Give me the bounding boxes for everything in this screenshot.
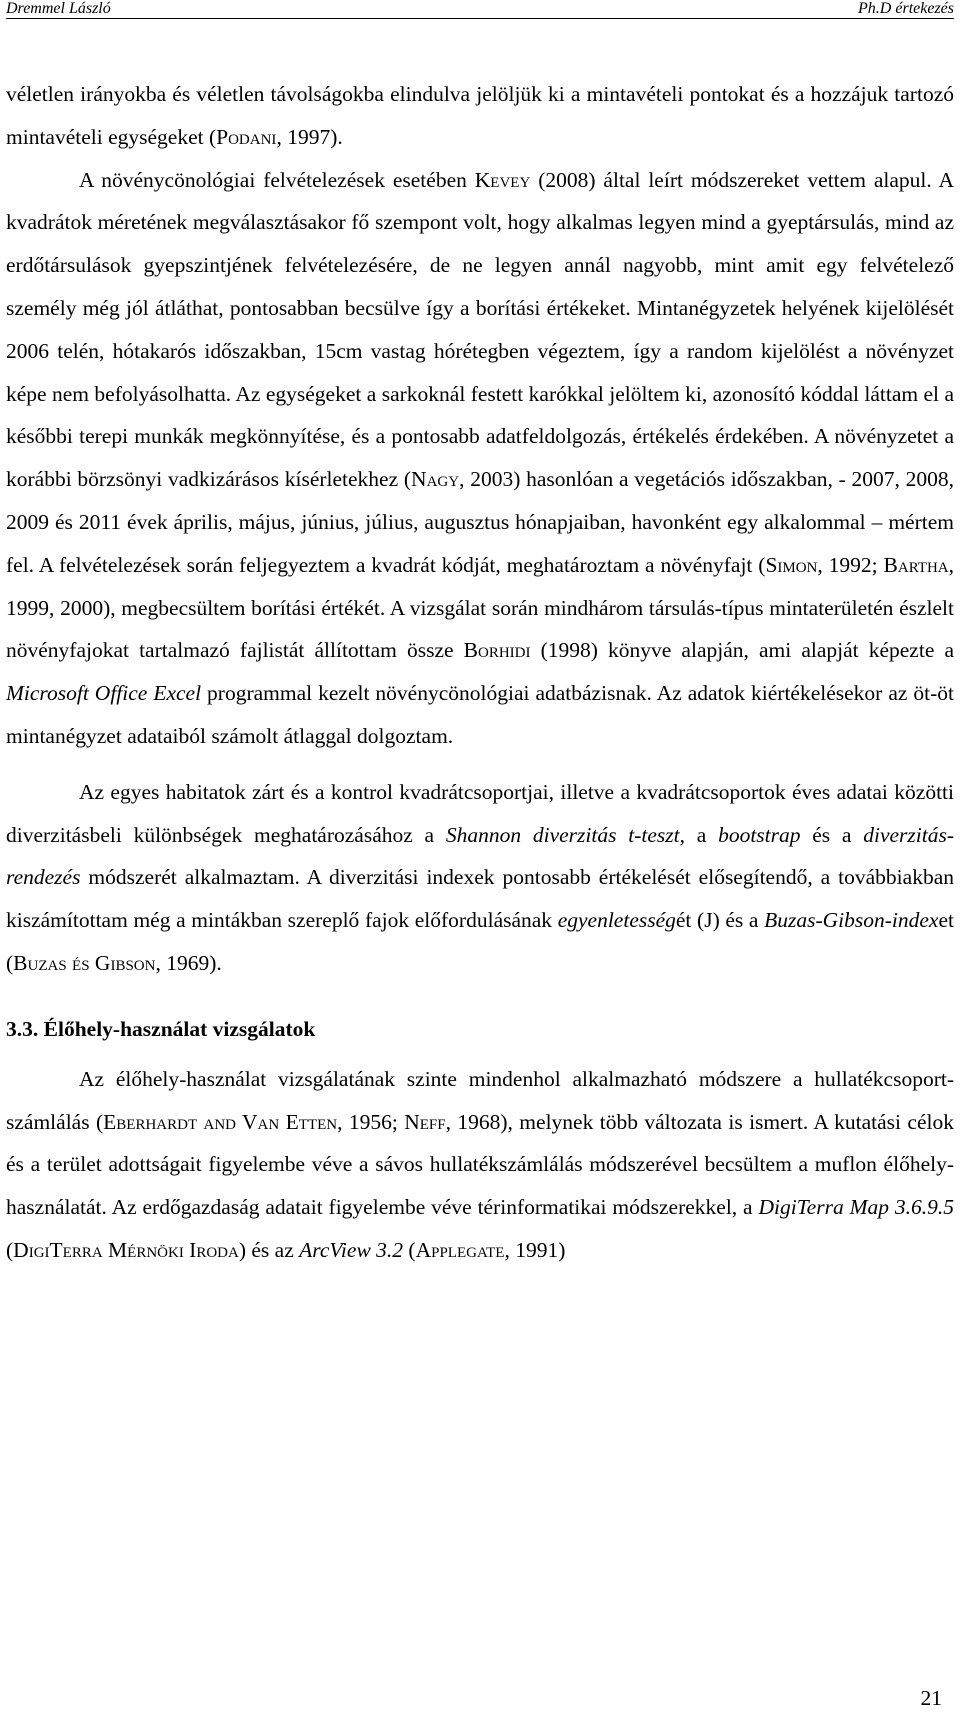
text-run: , 1968), melynek több változata is ismert. A kutatási célok és a terület adottságait figyelembe véve a sávos hullatékszámlálás módszerével becsültem a muflon élőhely-használatát. Az erdőgazdaság adatait figyelembe véve térinformatikai módszerekkel, a: [6, 1109, 954, 1220]
text-run: (: [6, 1237, 14, 1262]
citation-author: DigiTerra Mérnöki Iroda: [13, 1237, 239, 1262]
text-run: módszerét alkalmaztam. A diverzitási indexek pontosabb értékelését elősegítendő, a továbbiakban kiszámítottam még a mintákban szereplő fajok előfordulásának: [6, 865, 954, 933]
text-run: , 1999, 2000), megbecsültem borítási értékét. A vizsgálat során mindhárom társulás-típus mintaterületén észlelt növényfajokat tartalmazó fajlistát állítottam össze: [6, 552, 954, 663]
text-run: , 1969).: [155, 950, 222, 975]
paragraph-diversity: [6, 771, 954, 985]
text-run: programmal kezelt növénycönológiai adatbázisnak. Az adatok kiértékelésekor az öt-öt mintanégyzet adataiból számolt átlaggal dolgoztam.: [6, 681, 955, 748]
section-heading: 3.3. Élőhely-használat vizsgálatok: [6, 1016, 316, 1041]
citation-author: Buzas és Gibson: [13, 950, 156, 975]
citation-author: Neff: [404, 1109, 446, 1134]
citation-author: Nagy: [411, 467, 460, 492]
paragraph-sampling: [6, 73, 954, 159]
text-run: , 1992;: [817, 552, 884, 577]
text-run: A növénycönológiai felvételezések esetében: [79, 167, 475, 192]
method-name: Shannon diverzitás t-teszt,: [445, 822, 685, 847]
text-run: véletlen irányokba és véletlen távolságokba elindulva jelöljük ki a mintavételi pontokat és a hozzájuk tartozó mintavételi egységeket (: [6, 82, 954, 149]
running-header: [6, 0, 954, 19]
text-run: ) és az: [238, 1237, 300, 1262]
header-document-type: Ph.D értekezés: [858, 0, 954, 17]
text-run: és a: [800, 822, 864, 847]
text-run: , 1991): [504, 1237, 566, 1262]
paragraph-coenological-survey: [6, 159, 954, 758]
text-run: a: [684, 822, 719, 847]
term-italic: Buzas-Gibson-index: [764, 908, 939, 933]
software-name: ArcView 3.2: [299, 1237, 404, 1262]
text-run: (1998) könyve alapján, ami alapját képezte a: [530, 638, 955, 663]
citation-author: Eberhardt and Van Etten: [103, 1109, 338, 1134]
term-italic: egyenletesség: [557, 908, 676, 933]
method-name: diverzitás-rendezés: [6, 822, 955, 890]
header-author: Dremmel László: [6, 0, 111, 17]
paragraph-habitat-use: [6, 1058, 954, 1272]
page-number: 21: [920, 1686, 942, 1710]
citation-author: Borhidi: [463, 638, 531, 663]
text-run: et (: [6, 908, 955, 975]
software-name: Microsoft Office Excel: [6, 681, 202, 706]
text-run: , 1997).: [276, 124, 343, 149]
software-name: DigiTerra Map 3.6.9.5: [758, 1195, 954, 1220]
method-name: bootstrap: [718, 822, 801, 847]
text-run: , 2003) hasonlóan a vegetációs időszakban, - 2007, 2008, 2009 és 2011 évek április, május, június, július, augusztus hónapjaiban, havonként egy alkalommal – mértem fel. A felvételezések során feljegyeztem a kvadrát kódját, meghatároztam a növényfajt (: [6, 467, 954, 577]
text-run: Az egyes habitatok zárt és a kontrol kvadrátcsoportjai, illetve a kvadrátcsoportok éves adatai közötti diverzitásbeli különbségek meghatározásához a: [6, 779, 954, 847]
citation-author: Kevey: [474, 167, 531, 192]
text-run: (2008) által leírt módszereket vettem alapul. A kvadrátok méretének megválasztásakor fő szempont volt, hogy alkalmas legyen mind a gyeptársulás, mind az erdőtársulások gyepszintjének felvételezésére, de ne legyen annál nagyobb, mint amit egy felvételező személy még jól átláthat, pontosabban becsülve így a borítási értékeket. Mintanégyzetek helyének kijelölését 2006 telén, hótakarós időszakban, 15cm vastag hórétegben végeztem, így a random kijelölést a növényzet képe nem befolyásolhatta. Az egységeket a sarkoknál festett karókkal jelöltem ki, azonosító kóddal láttam el a későbbi terepi munkák megkönnyítése, és a pontosabb adatfeldolgozás, értékelés érdekében. A növényzetet a korábbi börzsönyi vadkizárásos kísérletekhez (: [6, 167, 954, 492]
citation-author: Podani: [216, 124, 277, 149]
citation-author: Simon: [765, 552, 818, 577]
page-body: [6, 73, 954, 1272]
text-run: (: [403, 1237, 416, 1262]
citation-author: Applegate: [415, 1237, 505, 1262]
citation-author: Bartha: [883, 552, 949, 577]
text-run: , 1956;: [337, 1109, 405, 1134]
text-run: Az élőhely-használat vizsgálatának szinte mindenhol alkalmazható módszere a hullatékcsoport-számlálás (: [6, 1066, 954, 1134]
text-run: ét (J) és a: [675, 908, 765, 933]
